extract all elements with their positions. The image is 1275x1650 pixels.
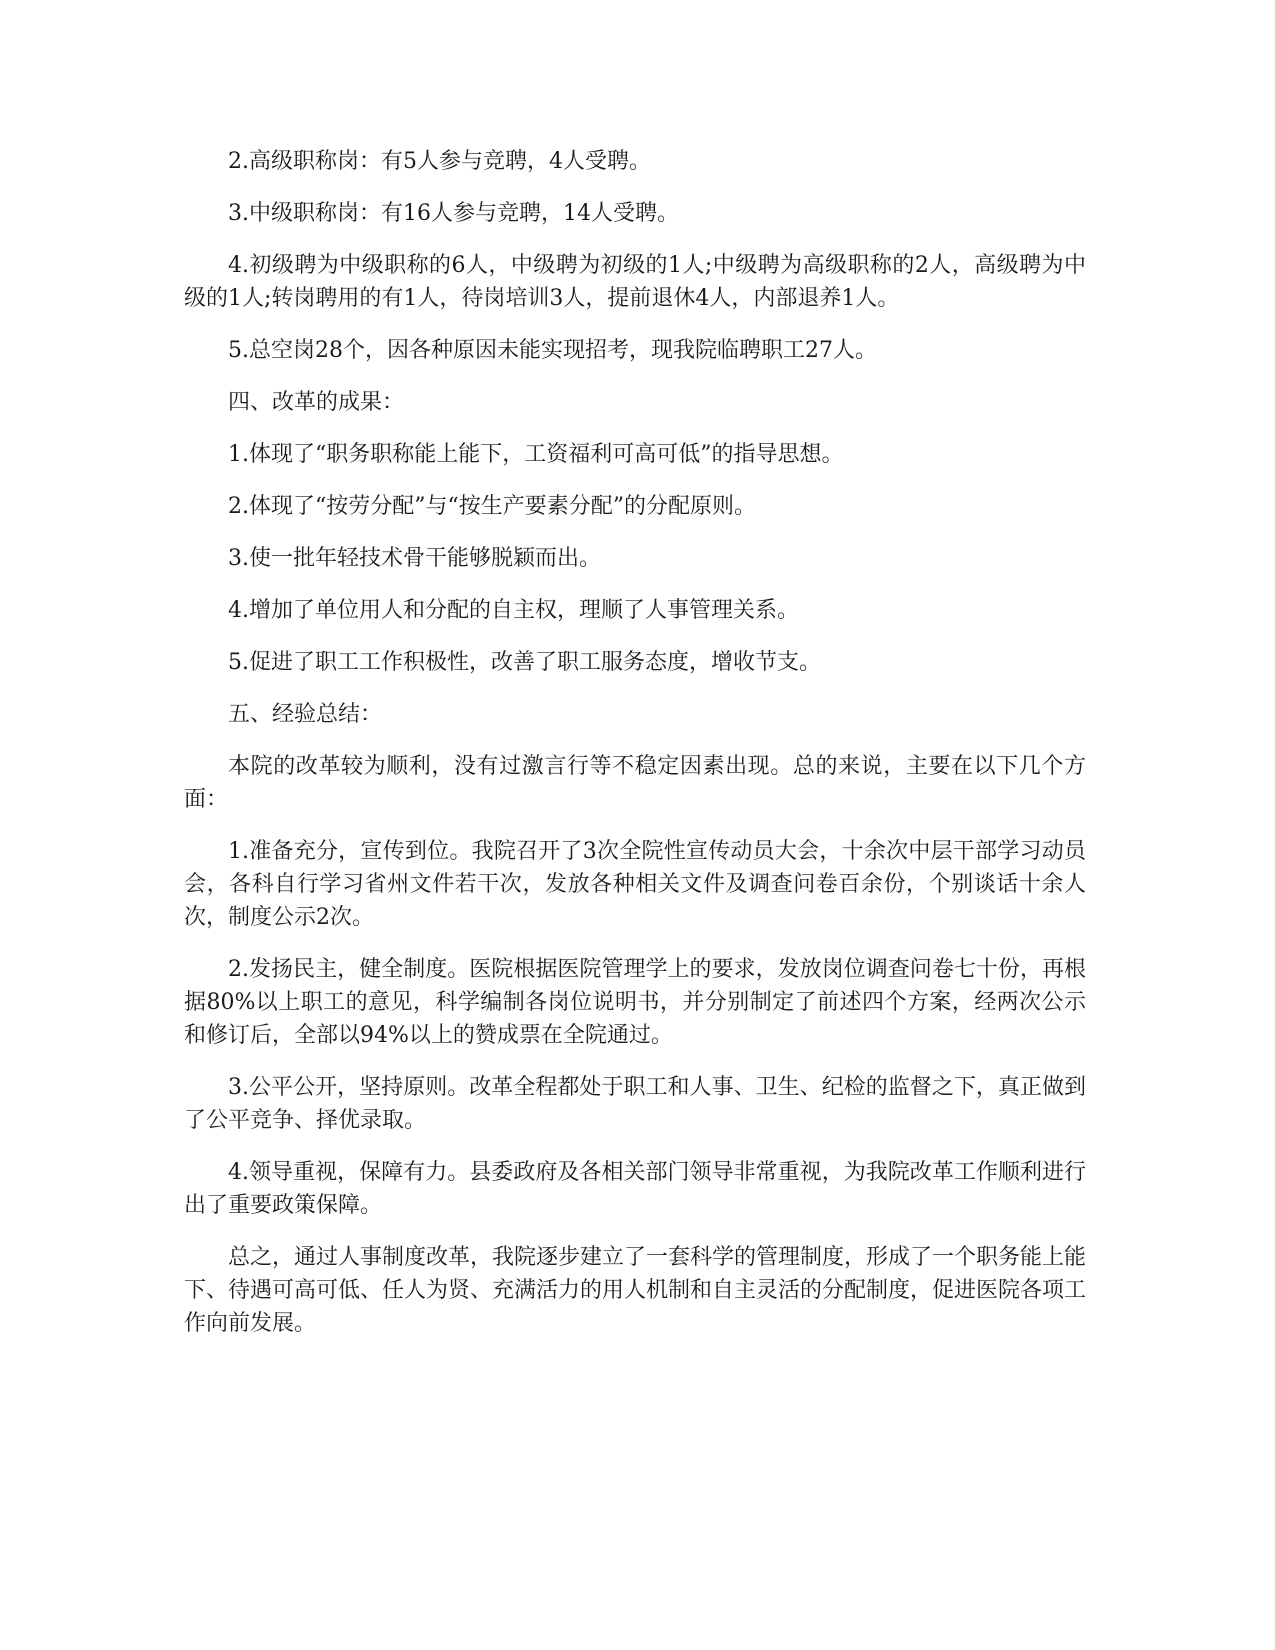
paragraph: 3.使一批年轻技术骨干能够脱颖而出。 [228, 546, 601, 571]
paragraph: 2.体现了“按劳分配”与“按生产要素分配”的分配原则。 [228, 494, 756, 519]
paragraph: 4.增加了单位用人和分配的自主权，理顺了人事管理关系。 [228, 598, 799, 623]
paragraph: 总之，通过人事制度改革，我院逐步建立了一套科学的管理制度，形成了一个职务能上能下、待遇可高可低、任人为贤、充满活力的用人机制和自主灵活的分配制度，促进医院各项工作向前发展。 [184, 1245, 1087, 1336]
paragraph: 5.总空岗28个，因各种原因未能实现招考，现我院临聘职工27人。 [228, 338, 877, 363]
paragraph: 3.公平公开，坚持原则。改革全程都处于职工和人事、卫生、纪检的监督之下，真正做到了公平竞争、择优录取。 [184, 1075, 1086, 1133]
paragraph: 2.发扬民主，健全制度。医院根据医院管理学上的要求，发放岗位调查问卷七十份，再根据80%以上职工的意见，科学编制各岗位说明书，并分别制定了前述四个方案，经两次公示和修订后，全部以94%以上的赞成票在全院通过。 [184, 957, 1086, 1048]
paragraph: 3.中级职称岗：有16人参与竞聘，14人受聘。 [228, 201, 679, 226]
paragraph: 本院的改革较为顺利，没有过激言行等不稳定因素出现。总的来说，主要在以下几个方面： [184, 754, 1086, 812]
paragraph: 4.领导重视，保障有力。县委政府及各相关部门领导非常重视，为我院改革工作顺利进行出了重要政策保障。 [184, 1160, 1086, 1218]
document-body [184, 145, 1086, 1359]
paragraph: 1.体现了“职务职称能上能下，工资福利可高可低”的指导思想。 [228, 442, 844, 467]
paragraph: 1.准备充分，宣传到位。我院召开了3次全院性宣传动员大会，十余次中层干部学习动员会，各科自行学习省州文件若干次，发放各种相关文件及调查问卷百余份，个别谈话十余人次，制度公示2次。 [184, 839, 1086, 930]
paragraph: 2.高级职称岗：有5人参与竞聘，4人受聘。 [228, 149, 651, 174]
paragraph: 4.初级聘为中级职称的6人，中级聘为初级的1人;中级聘为高级职称的2人，高级聘为中级的1人;转岗聘用的有1人，待岗培训3人，提前退休4人，内部退养1人。 [184, 253, 1086, 311]
section-heading: 五、经验总结： [228, 702, 383, 727]
section-heading: 四、改革的成果： [228, 390, 405, 415]
paragraph: 5.促进了职工工作积极性，改善了职工服务态度，增收节支。 [228, 650, 821, 675]
